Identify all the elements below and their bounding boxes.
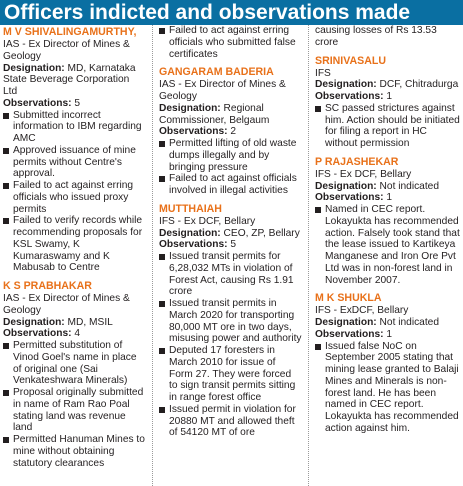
- observation-text: SC passed strictures against him. Action should be initiated for filing a report in HC without permission: [325, 102, 460, 149]
- officer-service: IAS - Ex Director of Mines & Geology: [3, 293, 130, 316]
- designation-value: CEO, ZP, Bellary: [223, 227, 300, 239]
- designation-label: Designation:: [3, 62, 65, 74]
- continued-text: causing losses of Rs 13.53 crore: [315, 25, 437, 48]
- observation-item: [3, 434, 146, 469]
- page-title: Officers indicted and observations made: [0, 0, 463, 25]
- observation-text: Failed to act against erring officials who submitted false certificates: [169, 25, 296, 60]
- observations-count: 5: [230, 239, 237, 251]
- observation-item: [159, 404, 302, 439]
- observation-list: [159, 25, 302, 60]
- observation-text: Permitted lifting of old waste dumps illegally and by bringing pressure: [169, 138, 297, 173]
- bullet-square-icon: [3, 183, 9, 189]
- bullet-square-icon: [315, 207, 321, 213]
- designation-line: [3, 317, 146, 329]
- observation-list: [315, 341, 460, 435]
- designation-label: Designation:: [315, 180, 377, 192]
- observation-item: [315, 204, 460, 286]
- observation-item: [3, 340, 146, 387]
- observations-count: 4: [74, 328, 81, 340]
- observation-item: [3, 145, 146, 180]
- observations-count: 1: [386, 91, 393, 102]
- designation-line: [315, 79, 460, 91]
- observation-text: Submitted incorrect information to IBM regarding AMC: [13, 109, 142, 144]
- designation-value: DCF, Chitradurga: [379, 79, 459, 91]
- designation-line: [315, 181, 460, 193]
- bullet-square-icon: [315, 106, 321, 112]
- officer-name: P RAJASHEKAR: [315, 155, 399, 168]
- designation-value: Not indicated: [379, 317, 440, 328]
- bullet-square-icon: [159, 28, 165, 34]
- observation-item: [3, 215, 146, 274]
- bullet-square-icon: [3, 113, 9, 119]
- observation-text: Issued transit permits for 6,28,032 MTs in violation of Forest Act, causing Rs 1.91 crore: [169, 251, 294, 298]
- officer-service: IAS - Ex Director of Mines & Geology: [3, 39, 130, 62]
- officer-entry: [159, 203, 302, 439]
- observations-line: [315, 192, 460, 204]
- observation-list: [3, 110, 146, 275]
- observations-line: [315, 329, 460, 341]
- observations-line: [159, 126, 302, 138]
- bullet-square-icon: [159, 407, 165, 413]
- column-2: [159, 25, 302, 486]
- officer-name: K S PRABHAKAR: [3, 280, 92, 292]
- designation-label: Designation:: [3, 316, 65, 328]
- observation-item: [3, 387, 146, 434]
- observation-item: [315, 341, 460, 435]
- observation-item: [315, 103, 460, 150]
- bullet-square-icon: [159, 301, 165, 307]
- designation-line: [159, 228, 302, 240]
- officer-entry: [159, 66, 302, 197]
- observation-text: Named in CEC report. Lokayukta has recommended action. Falsely took stand that the lease issued to Kartikeya Manganese and Iron Ore Pvt Ltd was in non-forest land in November 2007.: [325, 204, 460, 286]
- observation-text: Proposal originally submitted in name of Ram Rao Poal stating land was revenue land: [13, 387, 144, 434]
- observation-item: [159, 138, 302, 173]
- column-3: [315, 25, 460, 486]
- observations-label: Observations:: [3, 328, 72, 340]
- officer-service: IAS - Ex Director of Mines & Geology: [159, 79, 286, 102]
- officer-entry: [3, 26, 146, 274]
- designation-line: [3, 63, 146, 98]
- observation-item: [159, 345, 302, 404]
- designation-label: Designation:: [315, 317, 377, 328]
- observations-label: Observations:: [315, 328, 384, 340]
- bullet-square-icon: [3, 218, 9, 224]
- designation-label: Designation:: [159, 102, 221, 114]
- column-divider: [308, 25, 309, 486]
- designation-label: Designation:: [315, 79, 377, 91]
- observation-item: [3, 110, 146, 145]
- observations-label: Observations:: [159, 126, 228, 138]
- officer-entry: [315, 156, 460, 287]
- observation-list: [159, 138, 302, 197]
- observation-list: [159, 251, 302, 439]
- bullet-square-icon: [159, 176, 165, 182]
- observations-label: Observations:: [159, 239, 228, 251]
- bullet-square-icon: [3, 343, 9, 349]
- observation-list: [3, 340, 146, 469]
- observations-label: Observations:: [3, 97, 72, 109]
- observations-count: 1: [386, 192, 393, 204]
- officer-name: M V SHIVALINGAMURTHY,: [3, 26, 137, 38]
- observation-text: Deputed 17 foresters in March 2010 for issue of Form 27. They were forced to sign transit permits sitting in range forest office: [169, 345, 296, 403]
- observation-list: [315, 103, 460, 150]
- designation-value: MD, Karnataka State Beverage Corporation Ltd: [3, 62, 136, 97]
- officer-service: IFS - Ex DCF, Bellary: [315, 168, 412, 180]
- observation-text: Issued transit permits in March 2020 for transporting 80,000 MT ore in two days, misusing power and authority: [169, 298, 302, 345]
- bullet-square-icon: [3, 437, 9, 443]
- observations-count: 5: [74, 97, 81, 109]
- observation-item: [159, 173, 302, 197]
- designation-line: [159, 103, 302, 127]
- designation-line: [315, 317, 460, 329]
- observation-text: Permitted substitution of Vinod Goel's name in place of original one (Sai Venkateshwara Minerals): [13, 340, 137, 387]
- designation-value: Not indicated: [379, 180, 440, 192]
- officer-entry: [3, 280, 146, 469]
- officer-service: IFS - Ex DCF, Bellary: [159, 215, 256, 227]
- bullet-square-icon: [159, 254, 165, 260]
- column-1: [3, 25, 146, 486]
- observations-label: Observations:: [315, 192, 384, 204]
- observation-item: [3, 180, 146, 215]
- designation-value: MD, MSIL: [67, 316, 113, 328]
- officer-name: M K SHUKLA: [315, 292, 382, 305]
- officer-service: IFS - ExDCF, Bellary: [315, 305, 409, 317]
- bullet-square-icon: [159, 348, 165, 354]
- officer-name: GANGARAM BADERIA: [159, 66, 274, 79]
- observation-list: [315, 204, 460, 286]
- designation-value: Regional Commissioner, Belgaum: [159, 102, 270, 126]
- officer-entry: [315, 292, 460, 434]
- observation-text: Failed to act against erring officials who issued proxy permits: [13, 180, 134, 215]
- officer-entry: [315, 55, 460, 150]
- bullet-square-icon: [3, 390, 9, 396]
- observations-line: [159, 239, 302, 251]
- observations-line: [3, 328, 146, 340]
- bullet-square-icon: [315, 344, 321, 350]
- bullet-square-icon: [3, 148, 9, 154]
- observations-line: [3, 98, 146, 110]
- observation-item: [159, 251, 302, 298]
- officer-name: SRINIVASALU: [315, 54, 387, 67]
- observations-label: Observations:: [315, 91, 384, 102]
- bullet-square-icon: [159, 141, 165, 147]
- observation-item: [159, 298, 302, 345]
- column-divider: [152, 25, 153, 486]
- observation-text: Issued false NoC on September 2005 stating that mining lease granted to Balaji Mines and Minerals is non-forest land. He has been named in CEC report. Lokayukta has recommended action against him.: [325, 340, 459, 434]
- observation-text: Failed to act against officials involved in illegal activities: [169, 173, 297, 196]
- officer-service: IFS: [315, 67, 331, 79]
- observation-text: Permitted Hanuman Mines to mine without obtaining statutory clearances: [13, 434, 145, 469]
- observation-text: Approved issuance of mine permits without Centre's approval.: [13, 144, 136, 180]
- observations-line: [315, 91, 460, 103]
- observation-text: Issued permit in violation for 20880 MT and allowed theft of 54120 MT of ore: [169, 403, 296, 439]
- observation-item: [159, 25, 302, 60]
- observations-count: 1: [386, 328, 393, 340]
- officer-name: MUTTHAIAH: [159, 202, 222, 215]
- designation-label: Designation:: [159, 227, 221, 239]
- observations-count: 2: [230, 126, 237, 138]
- observation-text: Failed to verify records while recommending proposals for KSL Swamy, K Kumaraswamy and K Mabusab to Centre: [13, 215, 143, 274]
